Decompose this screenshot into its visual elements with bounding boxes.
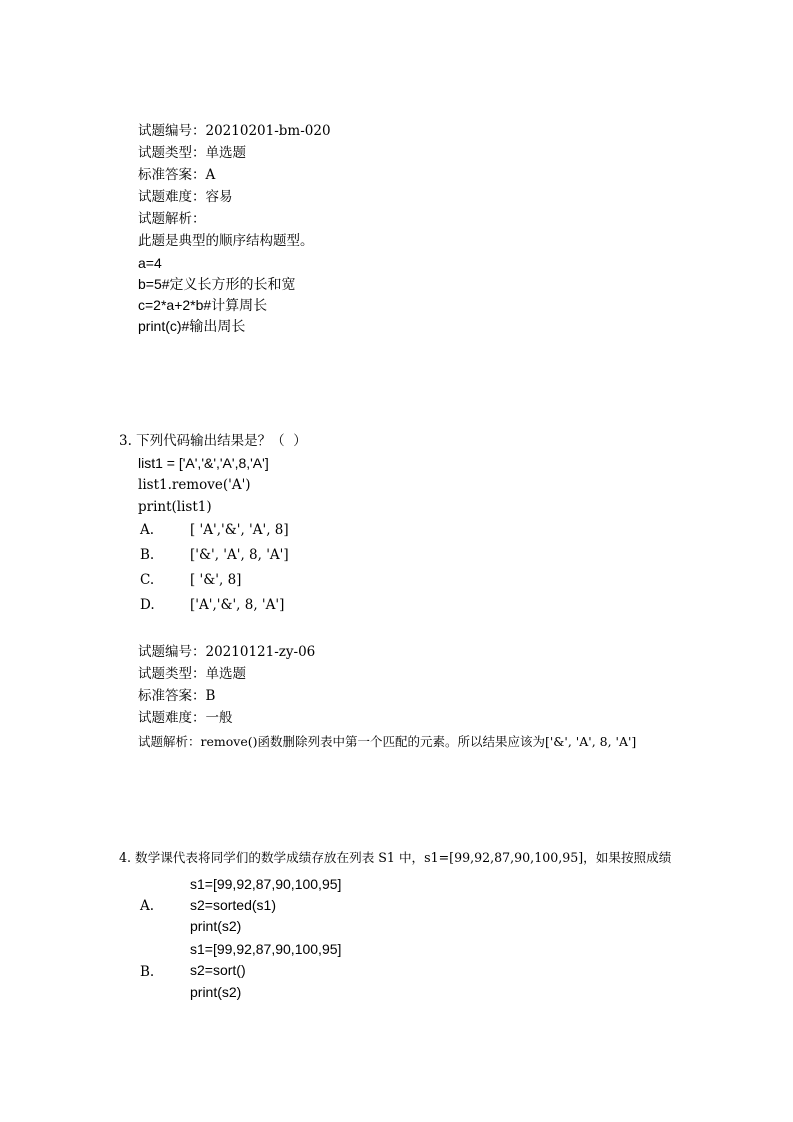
- standard-answer: 标准答案：B: [138, 688, 216, 704]
- option-letter: A.: [140, 898, 155, 914]
- difficulty: 试题难度：容易: [138, 189, 233, 205]
- option-letter: A.: [140, 522, 155, 538]
- standard-answer: 标准答案：A: [138, 167, 216, 183]
- code-line: s2=sort(): [190, 962, 246, 978]
- difficulty: 试题难度：一般: [138, 710, 233, 726]
- explanation-label: 试题解析：: [138, 211, 206, 227]
- code-line: print(list1): [138, 499, 212, 515]
- code-line: list1.remove('A'): [138, 477, 251, 493]
- code-line: print(s2): [190, 918, 242, 934]
- option-text: ['A','&', 8, 'A']: [190, 597, 285, 613]
- explanation: 试题解析：remove()函数删除列表中第一个匹配的元素。所以结果应该为['&', 'A', 8, 'A']: [138, 734, 637, 749]
- question-stem: 4. 数学课代表将同学们的数学成绩存放在列表 S1 中，s1=[99,92,87,90,100,95]，如果按照成绩: [119, 850, 672, 865]
- option-letter: D.: [140, 597, 155, 613]
- question-type: 试题类型：单选题: [138, 666, 246, 682]
- question-type: 试题类型：单选题: [138, 145, 246, 161]
- option-text: ['&', 'A', 8, 'A']: [190, 547, 289, 563]
- code-line: s1=[99,92,87,90,100,95]: [190, 941, 342, 957]
- option-letter: B.: [140, 547, 155, 563]
- option-letter: C.: [140, 572, 155, 588]
- code-line: s1=[99,92,87,90,100,95]: [190, 876, 342, 892]
- option-letter: B.: [140, 964, 155, 980]
- code-line: print(s2): [190, 984, 242, 1000]
- option-text: [ '&', 8]: [190, 572, 242, 588]
- question-stem: 3. 下列代码输出结果是？（ ）: [119, 433, 307, 449]
- code-line: a=4: [138, 255, 162, 271]
- explanation-text: 此题是典型的顺序结构题型。: [138, 233, 314, 249]
- code-line: c=2*a+2*b#计算周长: [138, 297, 268, 313]
- code-line: list1 = ['A','&','A',8,'A']: [138, 455, 269, 471]
- option-text: [ 'A','&', 'A', 8]: [190, 522, 289, 538]
- question-id: 试题编号：20210201-bm-020: [138, 123, 331, 139]
- code-line: s2=sorted(s1): [190, 897, 276, 913]
- code-line: print(c)#输出周长: [138, 318, 246, 334]
- question-id: 试题编号：20210121-zy-06: [138, 644, 316, 660]
- code-line: b=5#定义长方形的长和宽: [138, 276, 296, 292]
